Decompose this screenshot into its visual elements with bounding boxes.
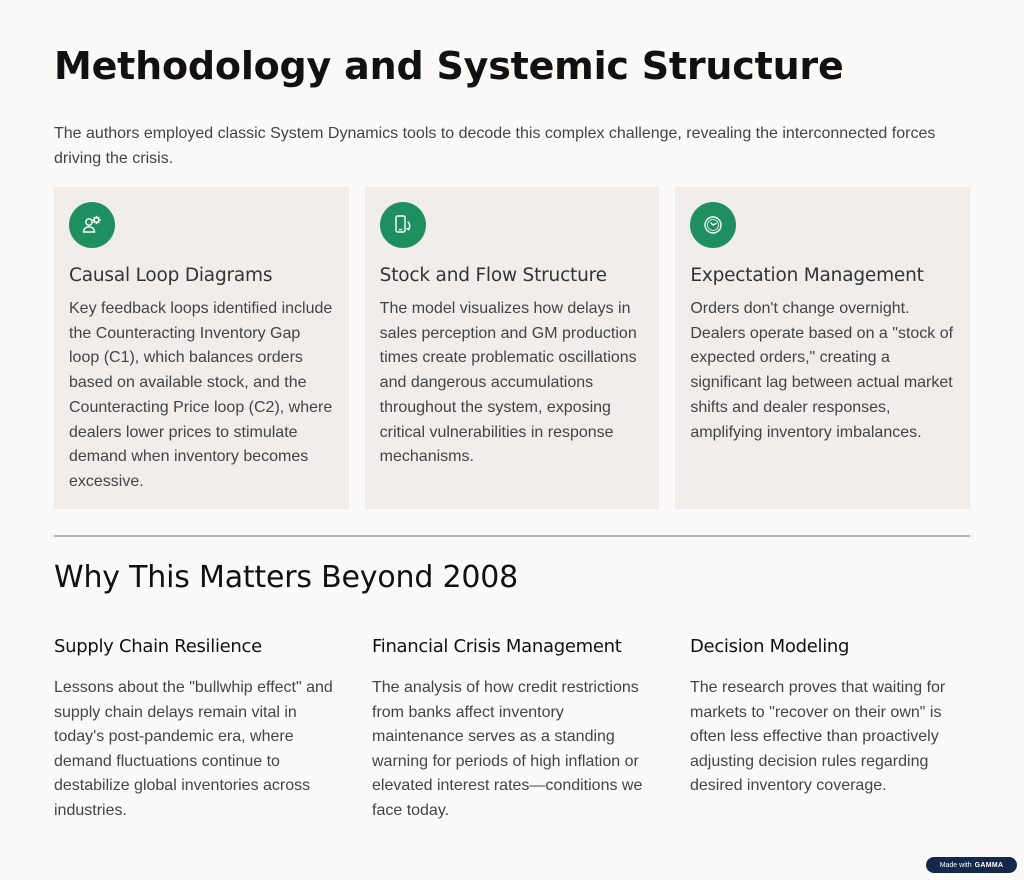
card-body: Key feedback loops identified include the Counteracting Inventory Gap loop (C1), which balances orders based on available stock, and the Counteracting Price loop (C2), where dealers lower prices to stimulate demand when inventory becomes excessive. [69,300,333,490]
card-title: Stock and Flow Structure [379,265,607,286]
column-financial-crisis [372,636,651,824]
card-title: Causal Loop Diagrams [69,265,273,286]
people-gear-icon [69,202,115,248]
card-body: The model visualizes how delays in sales perception and GM production times create problematic oscillations and dangerous accumulations throughout the system, exposing critical vulnerabilities in response mechanisms. [379,300,637,466]
card-body: Orders don't change overnight. Dealers operate based on a "stock of expected orders," creating a significant lag between actual market shifts and dealer responses, amplifying inventory imbalances. [690,300,954,441]
column-body: Lessons about the "bullwhip effect" and supply chain delays remain vital in today's post-pandemic era, where demand fluctuations continue to destabilize global inventories across industries. [54,679,333,819]
why-columns [54,636,970,824]
page-title: Methodology and Systemic Structure [54,44,844,88]
section-divider [54,535,970,537]
section-title: Why This Matters Beyond 2008 [54,560,519,595]
clock-icon [690,202,736,248]
column-decision-modeling [690,636,969,824]
column-body: The research proves that waiting for markets to "recover on their own" is often less effective than proactively adjusting decision rules regarding desired inventory coverage. [690,679,946,795]
made-with-gamma-badge[interactable] [926,857,1017,873]
card-title: Expectation Management [690,265,924,286]
badge-brand: GAMMA [974,861,1004,869]
column-body: The analysis of how credit restrictions from banks affect inventory maintenance serves as a standing warning for periods of high inflation or elevated interest rates—conditions we face today. [372,679,643,819]
card-stock-flow [365,187,660,509]
column-supply-chain [54,636,333,824]
card-causal-loop [54,187,349,509]
column-title: Decision Modeling [690,636,850,657]
phone-rotate-icon [380,202,426,248]
card-expectation [675,187,970,509]
intro-text: The authors employed classic System Dynamics tools to decode this complex challenge, revealing the interconnected forces driving the crisis. [54,125,936,167]
column-title: Supply Chain Resilience [54,636,262,657]
method-cards [54,187,970,509]
badge-prefix: Made with [939,861,972,869]
column-title: Financial Crisis Management [372,636,622,657]
